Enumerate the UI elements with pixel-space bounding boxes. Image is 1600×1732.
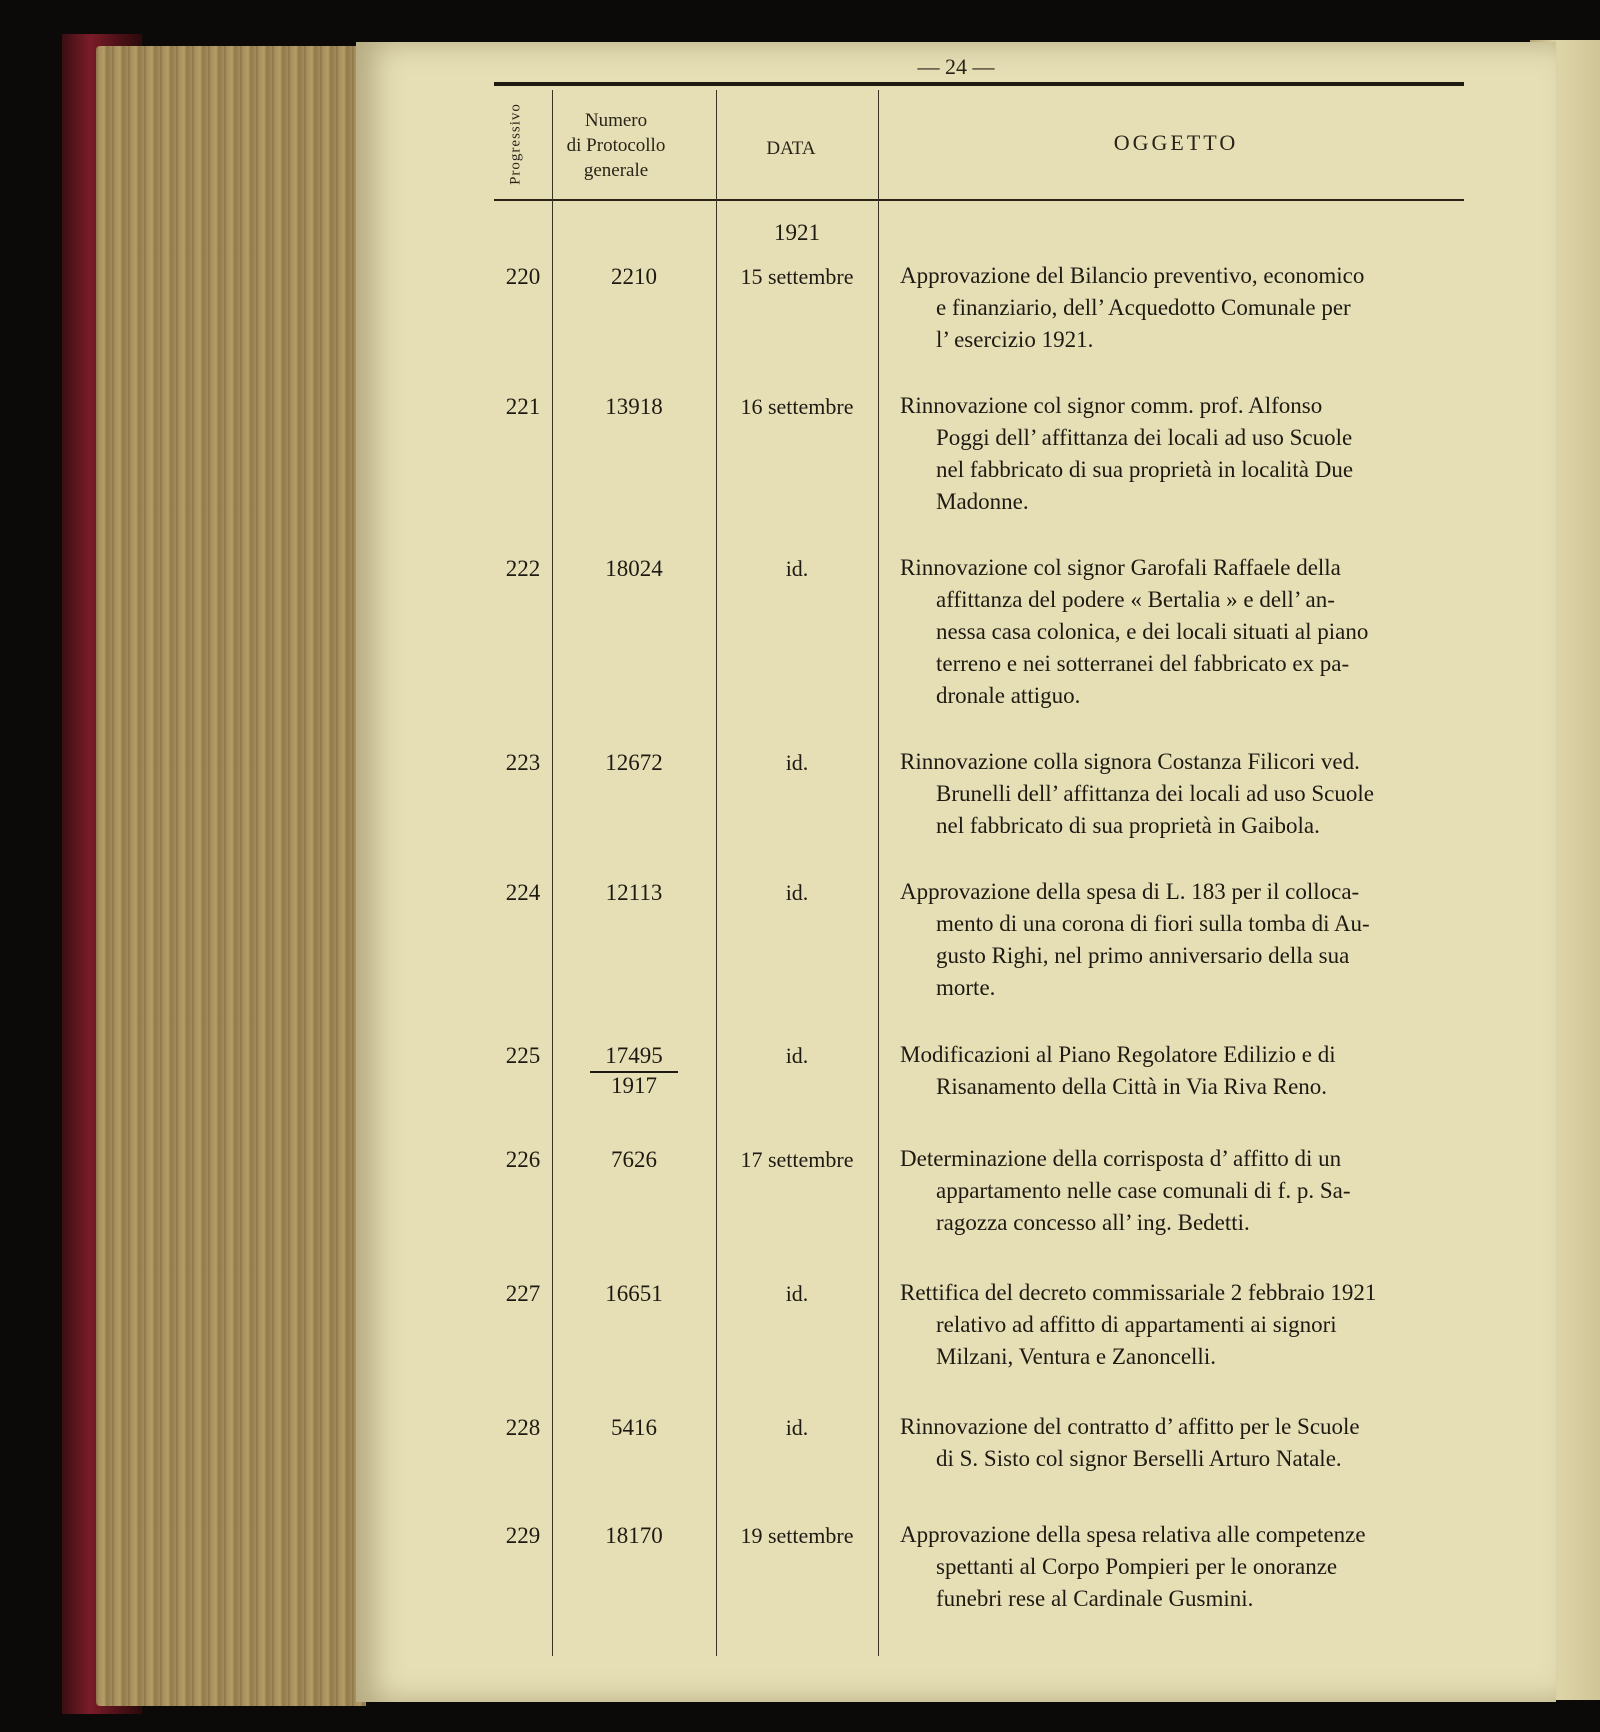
data-cell: id. — [785, 880, 809, 905]
oggetto-line: e finanziario, dell’ Acquedotto Comunale per — [936, 295, 1351, 320]
header-data: DATA — [766, 138, 816, 159]
progressivo-cell: 228 — [505, 1415, 541, 1440]
page-number: — 24 — — [917, 54, 995, 79]
data-cell: id. — [785, 1043, 809, 1068]
protocollo-cell: 5416 — [611, 1415, 657, 1440]
progressivo-cell: 227 — [505, 1281, 541, 1306]
oggetto-line: Madonne. — [936, 489, 1029, 514]
header-progressivo: Progressivo — [507, 103, 524, 185]
progressivo-cell: 225 — [505, 1043, 541, 1068]
protocollo-cell: 16651 — [605, 1281, 663, 1306]
progressivo-cell: 223 — [505, 750, 541, 775]
protocollo-cell: 13918 — [605, 394, 663, 419]
oggetto-cell — [900, 1143, 1468, 1239]
oggetto-line: Milzani, Ventura e Zanoncelli. — [936, 1344, 1216, 1369]
oggetto-line: terreno e nei sotterranei del fabbricato ex pa- — [936, 651, 1350, 676]
protocollo-cell: 18170 — [605, 1523, 663, 1548]
oggetto-line: Rinnovazione col signor Garofali Raffaele della — [900, 555, 1341, 580]
protocollo-cell: 12672 — [605, 750, 663, 775]
oggetto-line: spettanti al Corpo Pompieri per le onoranze — [936, 1554, 1338, 1579]
protocollo-cell: 18024 — [605, 556, 663, 581]
oggetto-line: ragozza concesso all’ ing. Bedetti. — [936, 1210, 1250, 1235]
oggetto-line: funebri rese al Cardinale Gusmini. — [936, 1586, 1254, 1611]
oggetto-line: Approvazione della spesa relativa alle competenze — [900, 1522, 1366, 1547]
data-cell: 17 settembre — [740, 1147, 854, 1172]
oggetto-line: l’ esercizio 1921. — [936, 327, 1094, 352]
oggetto-cell — [900, 746, 1468, 842]
protocollo-cell: 12113 — [605, 880, 663, 905]
protocollo-number: 17495 — [605, 1043, 663, 1068]
oggetto-line: nel fabbricato di sua proprietà in località Due — [936, 457, 1354, 482]
progressivo-cell: 224 — [505, 880, 541, 905]
header-bottom-rule — [494, 199, 1464, 201]
data-cell: id. — [785, 1281, 809, 1306]
oggetto-cell — [900, 260, 1468, 356]
table-top-rule — [494, 82, 1464, 86]
oggetto-line: nel fabbricato di sua proprietà in Gaibola. — [936, 813, 1320, 838]
oggetto-line: Approvazione della spesa di L. 183 per il colloca- — [900, 879, 1360, 904]
progressivo-cell: 220 — [505, 264, 541, 289]
oggetto-cell — [900, 1519, 1468, 1615]
oggetto-cell — [900, 876, 1468, 1004]
data-cell: id. — [785, 556, 809, 581]
data-cell: 15 settembre — [740, 264, 854, 289]
protocollo-cell — [584, 1043, 684, 1099]
protocollo-cell: 2210 — [611, 264, 657, 289]
progressivo-cell: 229 — [505, 1523, 541, 1548]
data-cell: id. — [785, 1415, 809, 1440]
oggetto-line: affittanza del podere « Bertalia » e dell’ an- — [936, 587, 1335, 612]
oggetto-line: appartamento nelle case comunali di f. p. Sa- — [936, 1178, 1351, 1203]
protocollo-cell: 7626 — [611, 1147, 657, 1172]
oggetto-line: Rinnovazione col signor comm. prof. Alfonso — [900, 393, 1323, 418]
oggetto-cell — [900, 1411, 1468, 1475]
oggetto-line: dronale attiguo. — [936, 683, 1081, 708]
oggetto-line: gusto Righi, nel primo anniversario della sua — [936, 943, 1350, 968]
oggetto-line: Determinazione della corrisposta d’ affitto di un — [900, 1146, 1342, 1171]
oggetto-line: relativo ad affitto di appartamenti ai signori — [936, 1312, 1337, 1337]
oggetto-line: Rinnovazione del contratto d’ affitto per le Scuole — [900, 1414, 1360, 1439]
progressivo-cell: 221 — [505, 394, 541, 419]
header-oggetto: OGGETTO — [1113, 130, 1239, 155]
data-cell: 16 settembre — [740, 394, 854, 419]
oggetto-line: Approvazione del Bilancio preventivo, economico — [900, 263, 1365, 288]
document-page — [356, 42, 1556, 1702]
oggetto-line: nessa casa colonica, e dei locali situati al piano — [936, 619, 1369, 644]
header-protocollo: Numero di Protocollo generale — [566, 110, 666, 181]
oggetto-line: mento di una corona di fiori sulla tomba di Au- — [936, 911, 1370, 936]
data-cell: id. — [785, 750, 809, 775]
data-cell: 19 settembre — [740, 1523, 854, 1548]
year-label: 1921 — [774, 220, 820, 245]
oggetto-line: Poggi dell’ affittanza dei locali ad uso Scuole — [936, 425, 1353, 450]
oggetto-line: Risanamento della Città in Via Riva Reno. — [936, 1074, 1328, 1099]
oggetto-cell — [900, 1039, 1468, 1103]
book-page-edges — [96, 46, 366, 1706]
oggetto-line: morte. — [936, 975, 996, 1000]
progressivo-cell: 226 — [505, 1147, 541, 1172]
oggetto-cell — [900, 552, 1468, 712]
progressivo-cell: 222 — [505, 556, 541, 581]
column-divider — [878, 90, 879, 1656]
oggetto-line: Brunelli dell’ affittanza dei locali ad uso Scuole — [936, 781, 1374, 806]
oggetto-line: Rinnovazione colla signora Costanza Filicori ved. — [900, 749, 1360, 774]
oggetto-line: Rettifica del decreto commissariale 2 febbraio 1921 — [900, 1280, 1377, 1305]
oggetto-line: di S. Sisto col signor Berselli Arturo Natale. — [936, 1446, 1342, 1471]
protocollo-year: 1917 — [611, 1073, 657, 1098]
oggetto-cell — [900, 1277, 1468, 1373]
oggetto-line: Modificazioni al Piano Regolatore Edilizio e di — [900, 1042, 1336, 1067]
oggetto-cell — [900, 390, 1468, 518]
